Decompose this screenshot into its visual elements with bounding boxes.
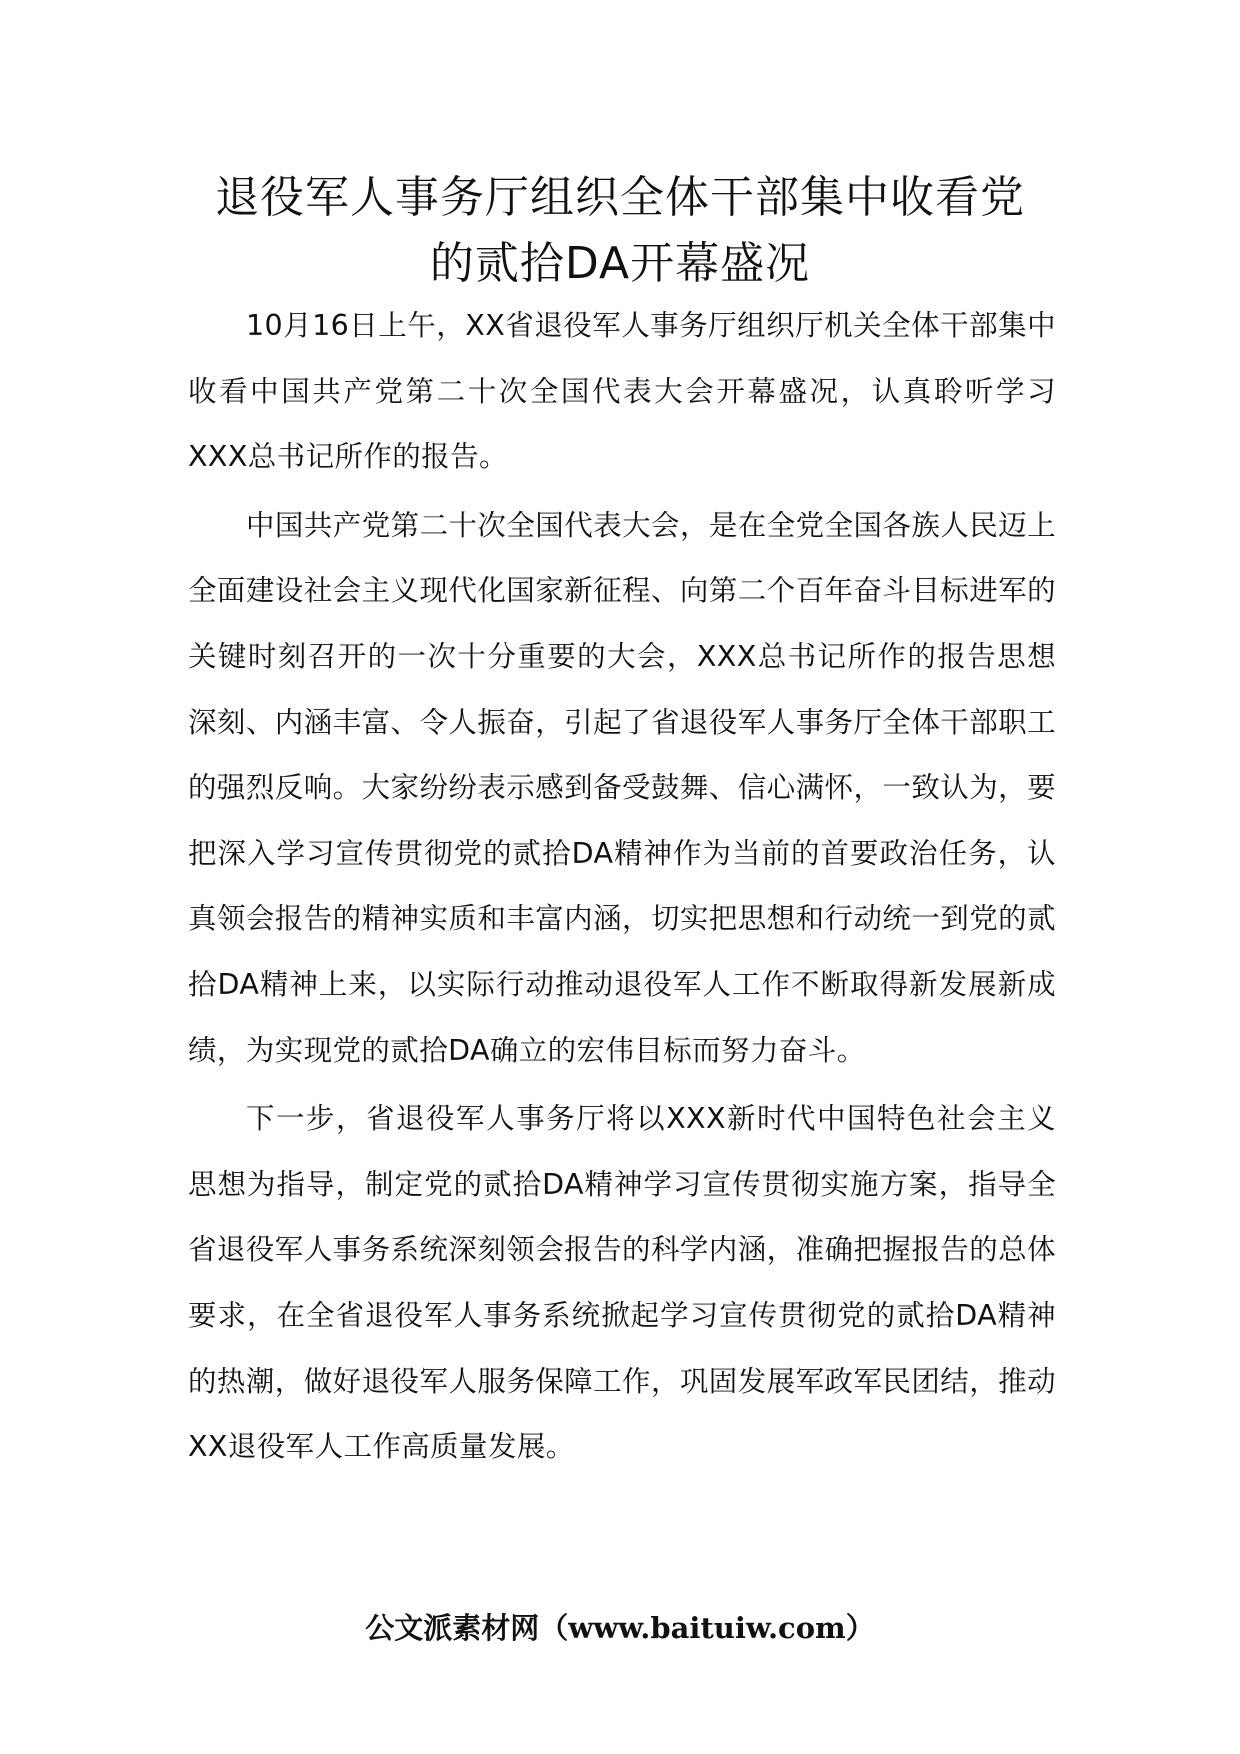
paragraph-2: 中国共产党第二十次全国代表大会，是在全党全国各族人民迈上全面建设社会主义现代化国家新征程、向第二个百年奋斗目标进军的关键时刻召开的一次十分重要的大会，XXX总书记所作的报告思想深刻、内涵丰富、令人振奋，引起了省退役军人事务厅全体干部职工的强烈反响。大家纷纷表示感到备受鼓舞、信心满怀，一致认为，要把深入学习宣传贯彻党的贰拾DA精神作为当前的首要政治任务，认真领会报告的精神实质和丰富内涵，切实把思想和行动统一到党的贰拾DA精神上来，以实际行动推动退役军人工作不断取得新发展新成绩，为实现党的贰拾DA确立的宏伟目标而努力奋斗。 [188,508,1056,1067]
title-line-1: 退役军人事务厅组织全体干部集中收看党 [215,172,1025,223]
title-line-2: 的贰拾DA开幕盛况 [429,238,811,289]
footer-watermark: 公文派素材网（www.baituiw.com） [365,1611,875,1645]
document-title [170,165,1070,297]
paragraph-3: 下一步，省退役军人事务厅将以XXX新时代中国特色社会主义思想为指导，制定党的贰拾DA精神学习宣传贯彻实施方案，指导全省退役军人事务系统深刻领会报告的科学内涵，准确把握报告的总体要求，在全省退役军人事务系统掀起学习宣传贯彻党的贰拾DA精神的热潮，做好退役军人服务保障工作，巩固发展军政军民团结，推动XX退役军人工作高质量发展。 [188,1102,1056,1464]
document-body [188,293,1056,1483]
paragraph-1: 10月16日上午，XX省退役军人事务厅组织厅机关全体干部集中收看中国共产党第二十次全国代表大会开幕盛况，认真聆听学习XXX总书记所作的报告。 [188,309,1056,474]
